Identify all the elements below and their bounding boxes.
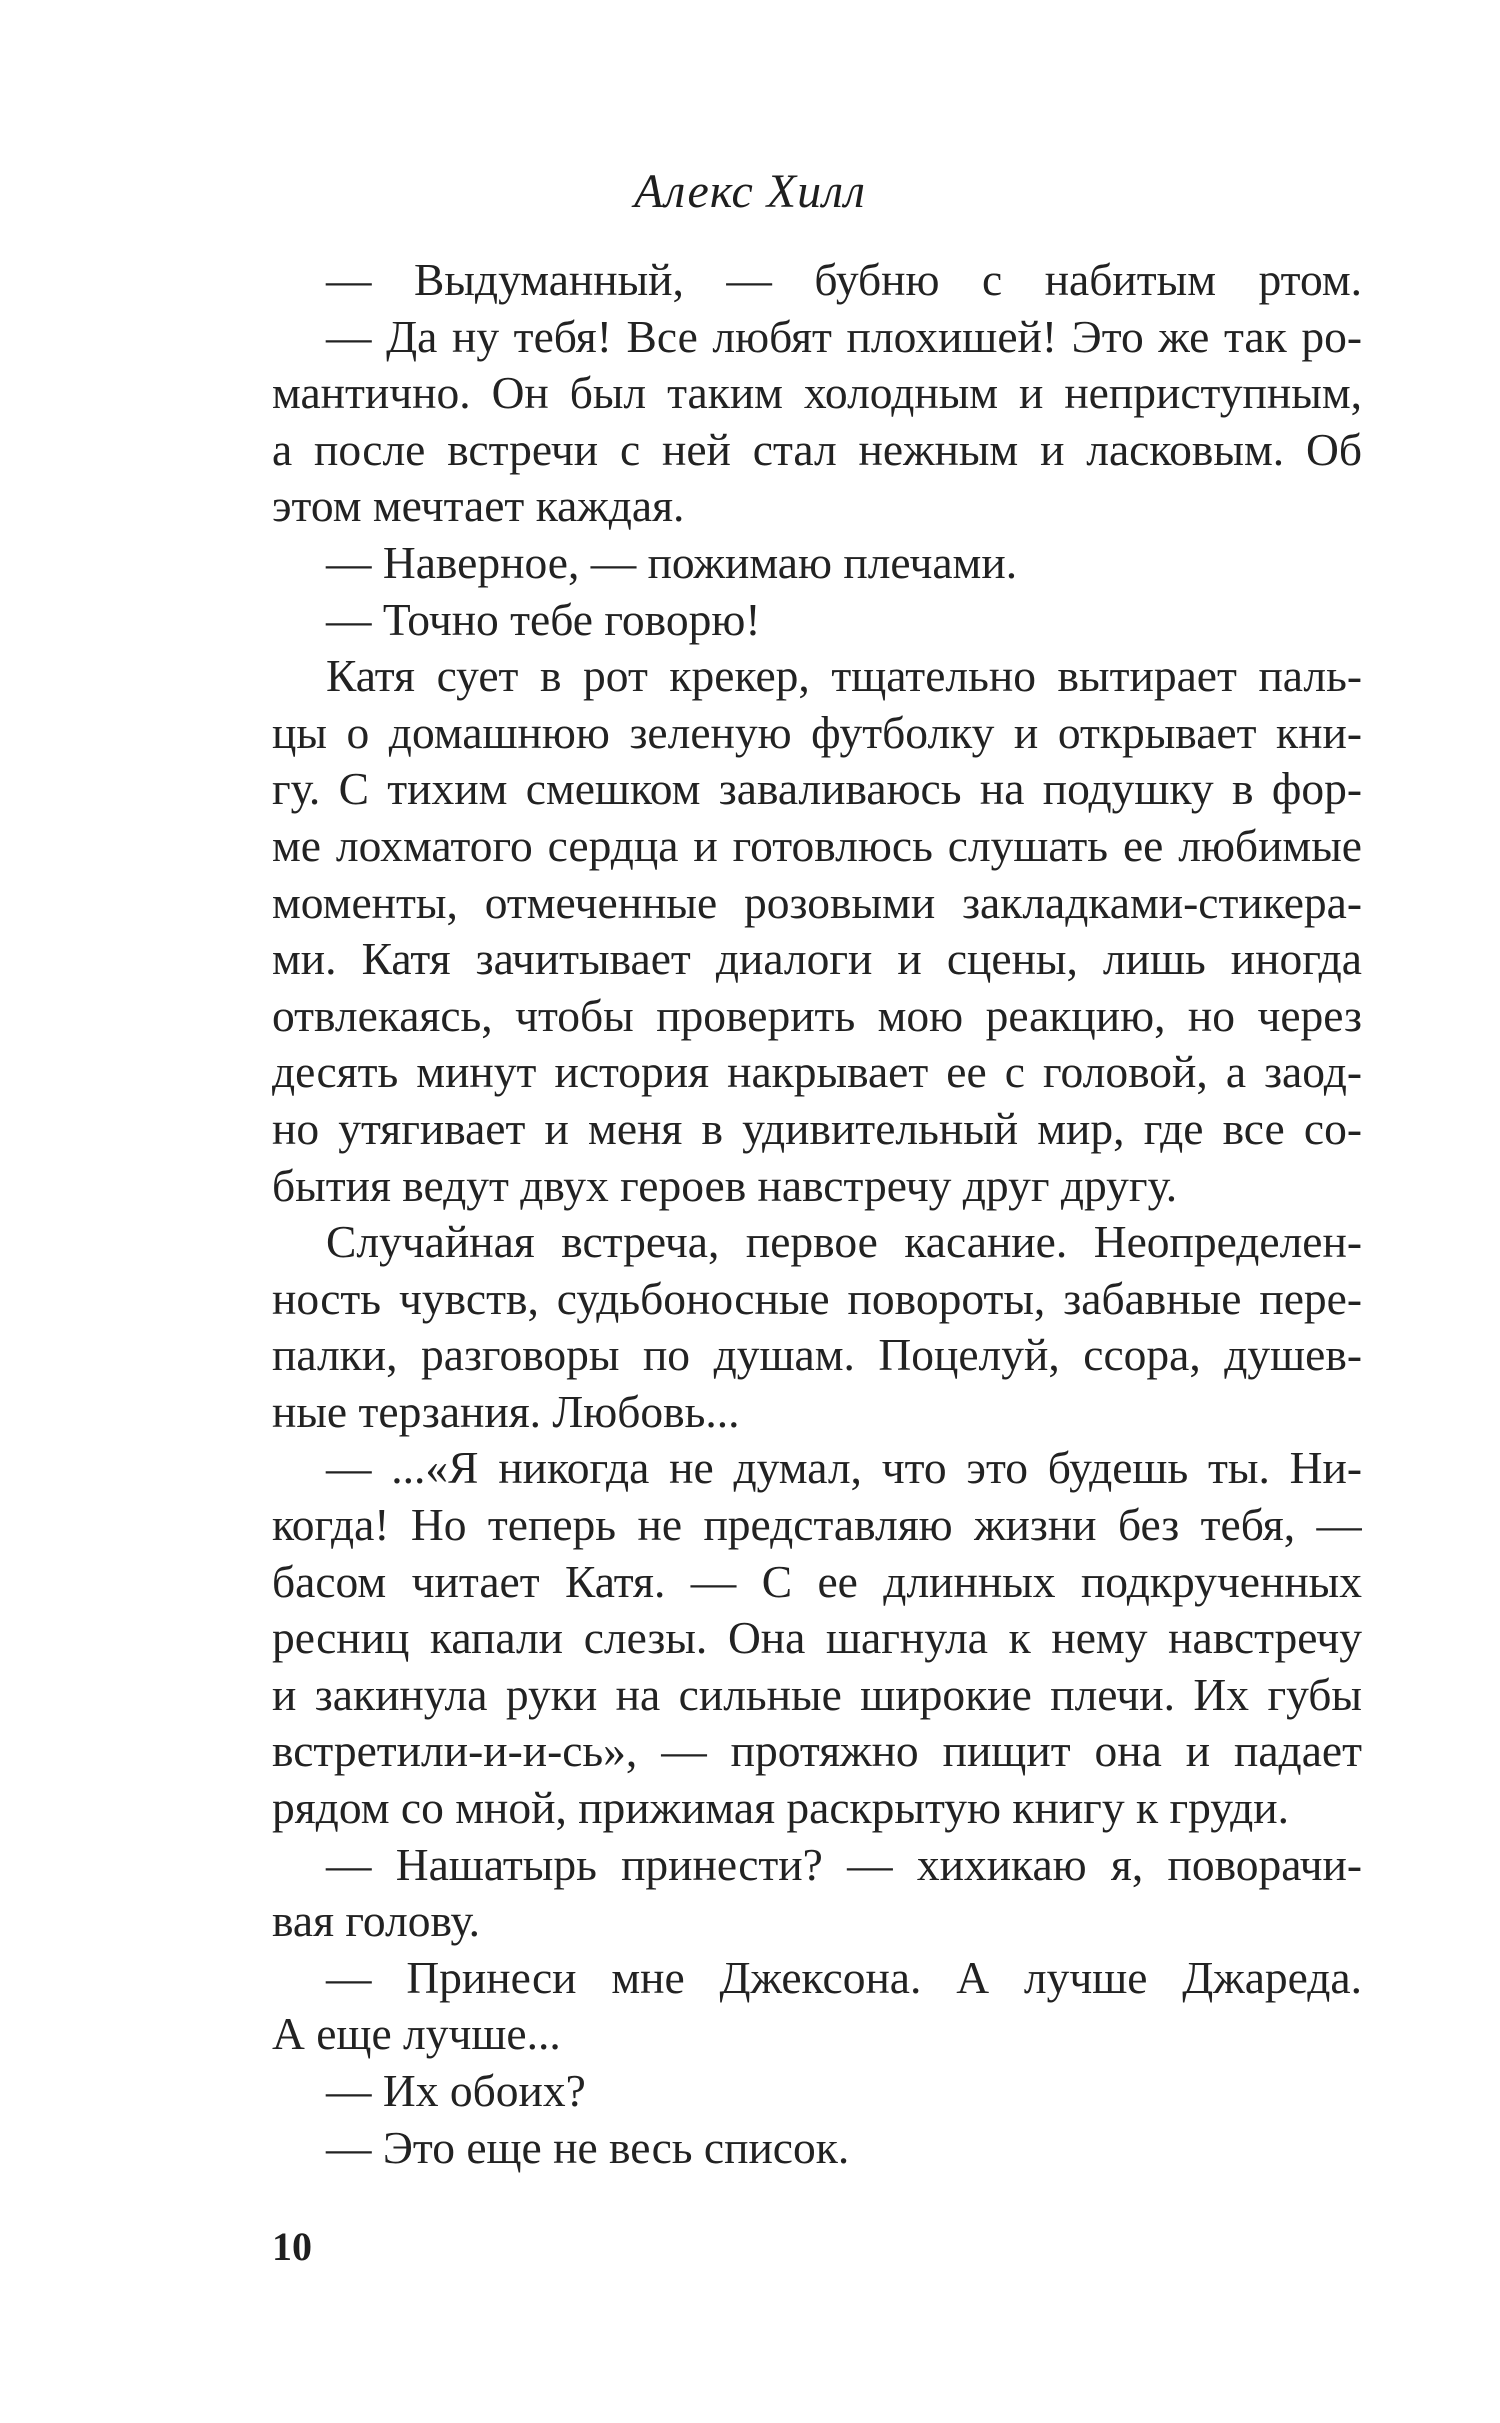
text-line: Случайная встреча, первое касание. Неопределен- (326, 1216, 1362, 1268)
text-line: ми. Катя зачитывает диалоги и сцены, лишь иногда (272, 933, 1362, 985)
text-line: — Да ну тебя! Все любят плохишей! Это же так ро- (326, 310, 1362, 362)
text-line: бытия ведут двух героев навстречу друг другу. (272, 1159, 1178, 1211)
text-line: — Выдуманный, — бубню с набитым ртом. (326, 254, 1362, 305)
text-line: — ...«Я никогда не думал, что это будешь ты. Ни- (326, 1442, 1362, 1494)
text-line: мантично. Он был таким холодным и неприступным, (272, 367, 1362, 419)
body-text (272, 252, 1362, 2176)
text-line: отвлекаясь, чтобы проверить мою реакцию, но через (272, 989, 1362, 1041)
running-head-author: Алекс Хилл (634, 165, 866, 218)
text-line: ресниц капали слезы. Она шагнула к нему навстречу (272, 1612, 1362, 1664)
text-line: Катя сует в рот крекер, тщательно вытирает паль- (326, 650, 1362, 702)
text-line: — Принеси мне Джексона. А лучше Джареда. (326, 1951, 1362, 2003)
text-line: вая голову. (272, 1895, 481, 1947)
text-line: басом читает Катя. — С ее длинных подкрученных (272, 1555, 1362, 1607)
text-line: — Их обоих? (326, 2065, 586, 2116)
text-line: этом мечтает каждая. (272, 480, 685, 532)
text-line: моменты, отмеченные розовыми закладками-стикера- (272, 876, 1362, 928)
text-line: цы о домашнюю зеленую футболку и открывает кни- (272, 706, 1362, 758)
text-line: ные терзания. Любовь... (272, 1385, 740, 1437)
text-line: ность чувств, судьбоносные повороты, забавные пере- (272, 1272, 1362, 1324)
text-line: — Нашатырь принести? — хихикаю я, поворачи- (326, 1838, 1362, 1890)
page-number: 10 (272, 2224, 312, 2269)
text-line: десять минут история накрывает ее с головой, а заод- (272, 1046, 1362, 1098)
text-line: А еще лучше... (272, 2008, 561, 2060)
text-line: а после встречи с ней стал нежным и ласковым. Об (272, 423, 1362, 475)
text-line: — Это еще не весь список. (326, 2121, 850, 2173)
text-line: палки, разговоры по душам. Поцелуй, ссора, душев- (272, 1329, 1362, 1381)
text-line: но утягивает и меня в удивительный мир, где все со- (272, 1102, 1362, 1154)
text-line: встретили-и-и-сь», — протяжно пищит она и падает (272, 1725, 1362, 1777)
text-line: — Наверное, — пожимаю плечами. (326, 536, 1018, 588)
text-line: — Точно тебе говорю! (326, 593, 761, 645)
text-line: и закинула руки на сильные широкие плечи. Их губы (272, 1668, 1362, 1720)
text-line: когда! Но теперь не представляю жизни без тебя, — (272, 1499, 1362, 1551)
text-line: гу. С тихим смешком заваливаюсь на подушку в фор- (272, 763, 1362, 815)
text-line: ме лохматого сердца и готовлюсь слушать ее любимые (272, 819, 1362, 871)
text-line: рядом со мной, прижимая раскрытую книгу к груди. (272, 1782, 1290, 1834)
